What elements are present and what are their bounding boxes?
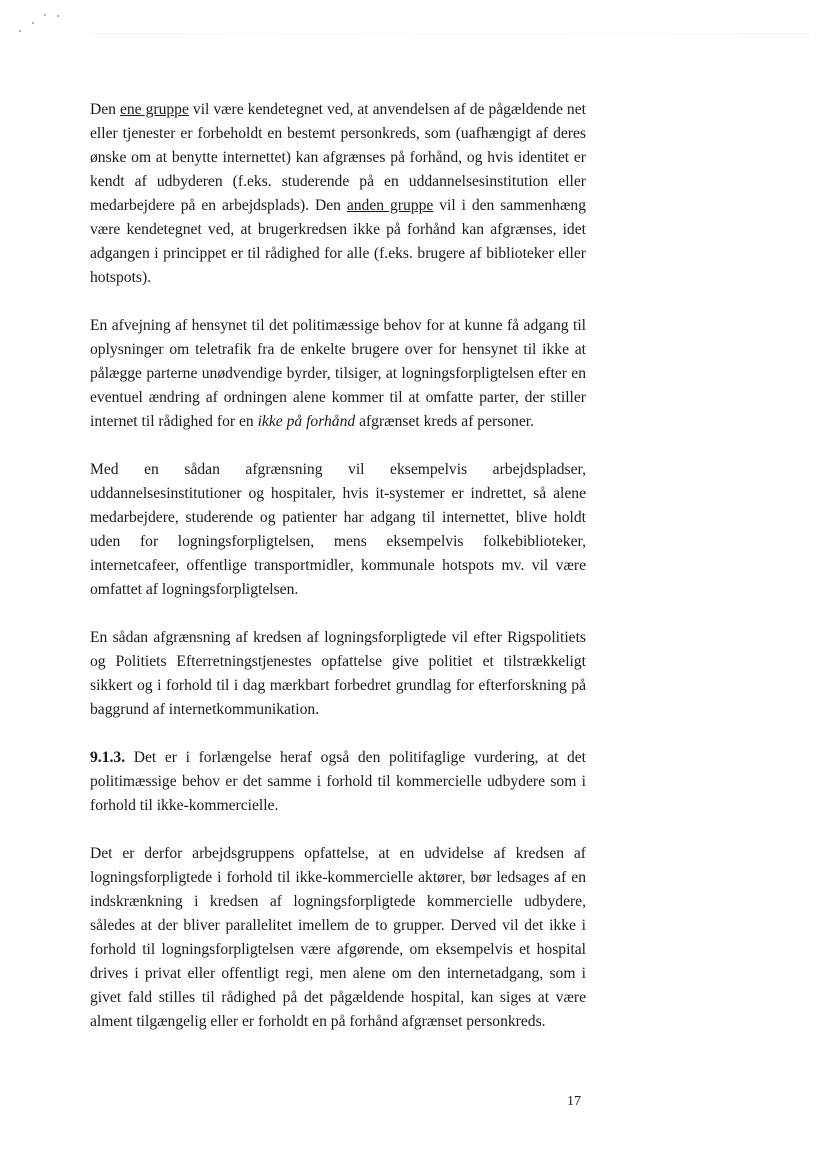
paragraph-4: En sådan afgrænsning af kredsen af logningsforpligtede vil efter Rigspolitiets og Politiets Efterretningstjenestes opfattelse give politiet et tilstrækkeligt sikkert og i forhold til i dag mærkbart forbedret grundlag for efterforskning på baggrund af internetkommunikation. [90,629,586,718]
section-number: 9.1.3. [90,749,126,766]
page-number: 17 [567,1094,581,1109]
text-span: Den [90,101,120,118]
scan-artifact-dot [19,30,21,32]
underlined-term: ene gruppe [119,101,189,118]
emphasized-term: ikke på forhånd [257,413,356,430]
paragraph-3: Med en sådan afgrænsning vil eksempelvis arbejdspladser, uddannelsesinstitutioner og hospitaler, hvis it-systemer er indrettet, så alene medarbejdere, studerende og patienter har adgang til internettet, blive holdt uden for logningsforpligtelsen, mens eksempelvis folkebiblioteker, internetcafeer, offentlige transportmidler, kommunale hotspots mv. vil være omfattet af logningsforpligtelsen. [90,461,586,598]
paragraph-6: Det er derfor arbejdsgruppens opfattelse, at en udvidelse af kredsen af logningsforpligtede i forhold til ikke-kommercielle aktører, bør ledsages af en indskrænkning i kredsen af logningsforpligtede kommercielle udbydere, således at der bliver parallelitet imellem de to grupper. Derved vil det ikke i forhold til logningsforpligtelsen være afgørende, om eksempelvis et hospital drives i privat eller offentligt regi, men alene om den internetadgang, som i givet fald stilles til rådighed på det pågældende hospital, kan siges at være alment tilgængelig eller er forholdt en på forhånd afgrænset personkreds. [90,845,586,1030]
text-span: Det er i forlængelse heraf også den politifaglige vurdering, at det politimæssige behov er det samme i forhold til kommercielle udbydere som i forhold til ikke-kommercielle. [90,749,586,814]
page-body [90,98,586,1058]
text-span: vil være kendetegnet ved, at anvendelsen af de pågældende net eller tjenester er forbeholdt en bestemt personkreds, som (uafhængigt af deres ønske om at benytte internettet) kan afgrænses på forhånd, og hvis identitet er kendt af udbyderen (f.eks. studerende på en uddannelsesinstitution eller medarbejdere på en arbejdsplads). Den [90,101,586,214]
scan-artifact-dot [44,14,46,16]
paragraph-1 [90,98,586,290]
scan-artifact-dot [57,15,59,17]
scan-artifact-line [90,33,810,34]
paragraph-5 [90,746,586,818]
paragraph-2 [90,314,586,434]
text-span: afgrænset kreds af personer. [355,413,535,430]
scan-artifact-dot [32,22,34,24]
text-span: En afvejning af hensynet til det politimæssige behov for at kunne få adgang til oplysninger om teletrafik fra de enkelte brugere over for hensynet til ikke at pålægge parterne unødvendige byrder, tilsiger, at logningsforpligtelsen efter en eventuel ændring af ordningen alene kommer til at omfatte parter, der stiller internet til rådighed for en [90,317,586,430]
underlined-term: anden gruppe [346,197,434,214]
text-span: vil i den sammenhæng være kendetegnet ved, at brugerkredsen ikke på forhånd kan afgrænses, idet adgangen i princippet er til rådighed for alle (f.eks. brugere af biblioteker eller hotspots). [90,197,586,286]
